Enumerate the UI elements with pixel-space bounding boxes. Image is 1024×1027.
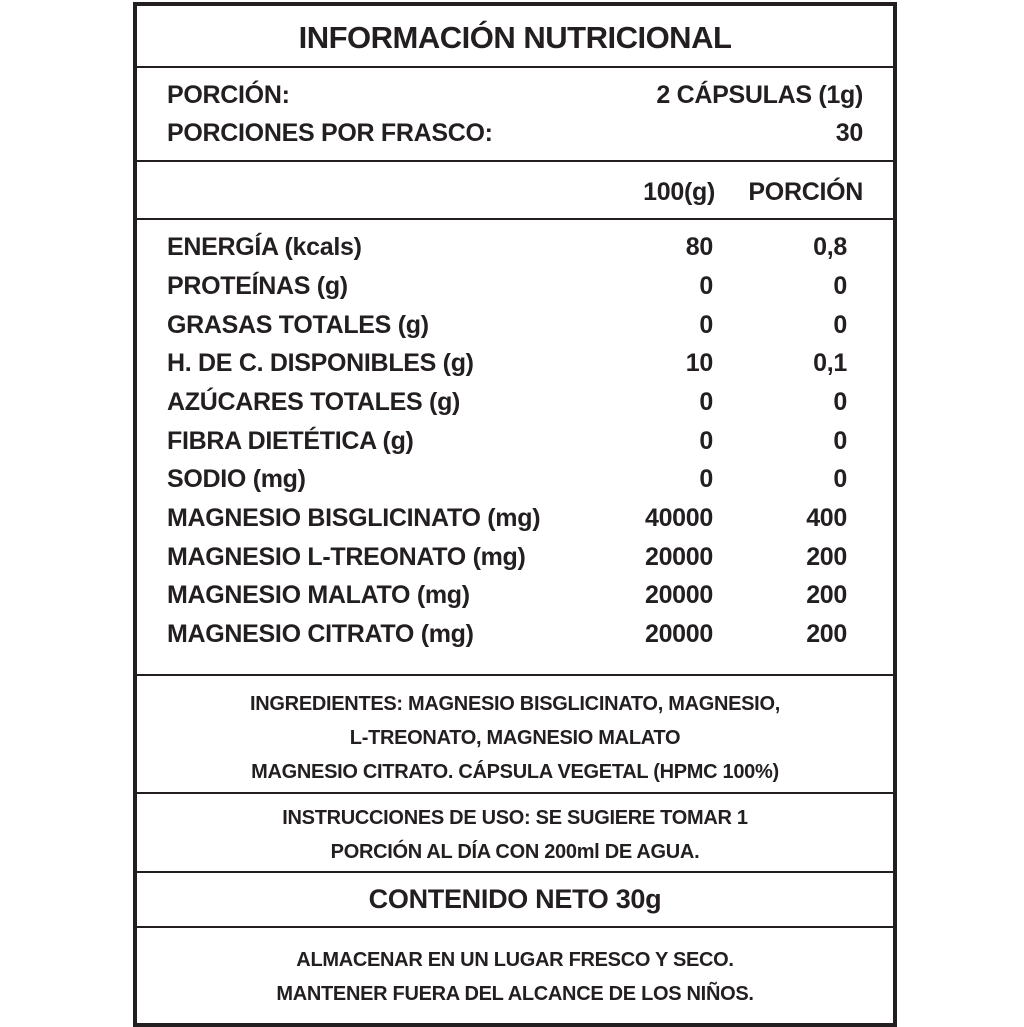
nutrient-row [137, 388, 893, 426]
servings-per-bottle-label: PORCIONES POR FRASCO: [167, 119, 493, 147]
storage-line: ALMACENAR EN UN LUGAR FRESCO Y SECO. [296, 949, 734, 971]
nutrient-portion: 200 [806, 620, 847, 648]
ingredients-block [137, 687, 893, 789]
nutrient-name: ENERGÍA (kcals) [167, 233, 362, 261]
net-content: CONTENIDO NETO 30g [368, 884, 662, 914]
nutrient-row [137, 272, 893, 310]
nutrient-portion: 200 [806, 581, 847, 609]
nutrient-row [137, 233, 893, 271]
nutrient-name: MAGNESIO BISGLICINATO (mg) [167, 504, 541, 532]
divider [137, 160, 893, 162]
column-header-per100: 100(g) [643, 178, 715, 206]
serving-size-row [137, 81, 893, 119]
nutrient-portion: 0 [833, 272, 847, 300]
divider [137, 66, 893, 68]
nutrient-portion: 0 [833, 311, 847, 339]
ingredients-line: INGREDIENTES: MAGNESIO BISGLICINATO, MAGNESIO, [250, 693, 780, 715]
ingredients-line: L-TREONATO, MAGNESIO MALATO [349, 727, 681, 749]
nutrient-name: SODIO (mg) [167, 465, 306, 493]
nutrient-row [137, 543, 893, 581]
nutrient-portion: 0 [833, 465, 847, 493]
label-title: INFORMACIÓN NUTRICIONAL [298, 20, 732, 55]
nutrient-name: H. DE C. DISPONIBLES (g) [167, 349, 474, 377]
instructions-line: INSTRUCCIONES DE USO: SE SUGIERE TOMAR 1 [282, 807, 748, 829]
column-header-portion: PORCIÓN [748, 178, 863, 206]
servings-per-bottle-row [137, 119, 893, 157]
nutrient-per100: 0 [699, 427, 713, 455]
divider [137, 871, 893, 873]
nutrient-row [137, 311, 893, 349]
divider [137, 218, 893, 220]
serving-size-label: PORCIÓN: [167, 81, 290, 109]
divider [137, 926, 893, 928]
storage-line: MANTENER FUERA DEL ALCANCE DE LOS NIÑOS. [276, 983, 754, 1005]
serving-size-value: 2 CÁPSULAS (1g) [656, 81, 863, 109]
divider [137, 792, 893, 794]
nutrient-per100: 0 [699, 465, 713, 493]
nutrient-portion: 0 [833, 427, 847, 455]
divider [137, 674, 893, 676]
nutrient-portion: 0 [833, 388, 847, 416]
storage-block [137, 943, 893, 1011]
nutrient-per100: 40000 [644, 504, 713, 532]
nutrient-row [137, 465, 893, 503]
nutrient-row [137, 581, 893, 619]
nutrient-name: MAGNESIO MALATO (mg) [167, 581, 470, 609]
nutrient-name: AZÚCARES TOTALES (g) [167, 388, 461, 416]
servings-per-bottle-value: 30 [835, 119, 863, 147]
nutrient-name: FIBRA DIETÉTICA (g) [167, 427, 414, 455]
nutrient-per100: 10 [685, 349, 713, 377]
nutrient-per100: 20000 [644, 620, 713, 648]
nutrient-per100: 0 [699, 311, 713, 339]
nutrient-row [137, 620, 893, 658]
nutrient-per100: 20000 [644, 581, 713, 609]
nutrient-portion: 0,8 [813, 233, 847, 261]
nutrient-per100: 0 [699, 272, 713, 300]
nutrient-name: PROTEÍNAS (g) [167, 272, 348, 300]
nutrient-per100: 20000 [644, 543, 713, 571]
nutrient-per100: 0 [699, 388, 713, 416]
column-header-row [137, 178, 893, 216]
nutrient-per100: 80 [685, 233, 713, 261]
nutrition-label [133, 2, 897, 1027]
nutrient-name: GRASAS TOTALES (g) [167, 311, 429, 339]
nutrient-name: MAGNESIO CITRATO (mg) [167, 620, 474, 648]
nutrient-row [137, 349, 893, 387]
instructions-block [137, 801, 893, 869]
nutrient-name: MAGNESIO L-TREONATO (mg) [167, 543, 526, 571]
nutrient-row [137, 504, 893, 542]
nutrient-portion: 0,1 [813, 349, 847, 377]
instructions-line: PORCIÓN AL DÍA CON 200ml DE AGUA. [330, 841, 700, 863]
ingredients-line: MAGNESIO CITRATO. CÁPSULA VEGETAL (HPMC 100%) [251, 761, 779, 783]
nutrient-portion: 400 [806, 504, 847, 532]
nutrient-portion: 200 [806, 543, 847, 571]
nutrient-row [137, 427, 893, 465]
